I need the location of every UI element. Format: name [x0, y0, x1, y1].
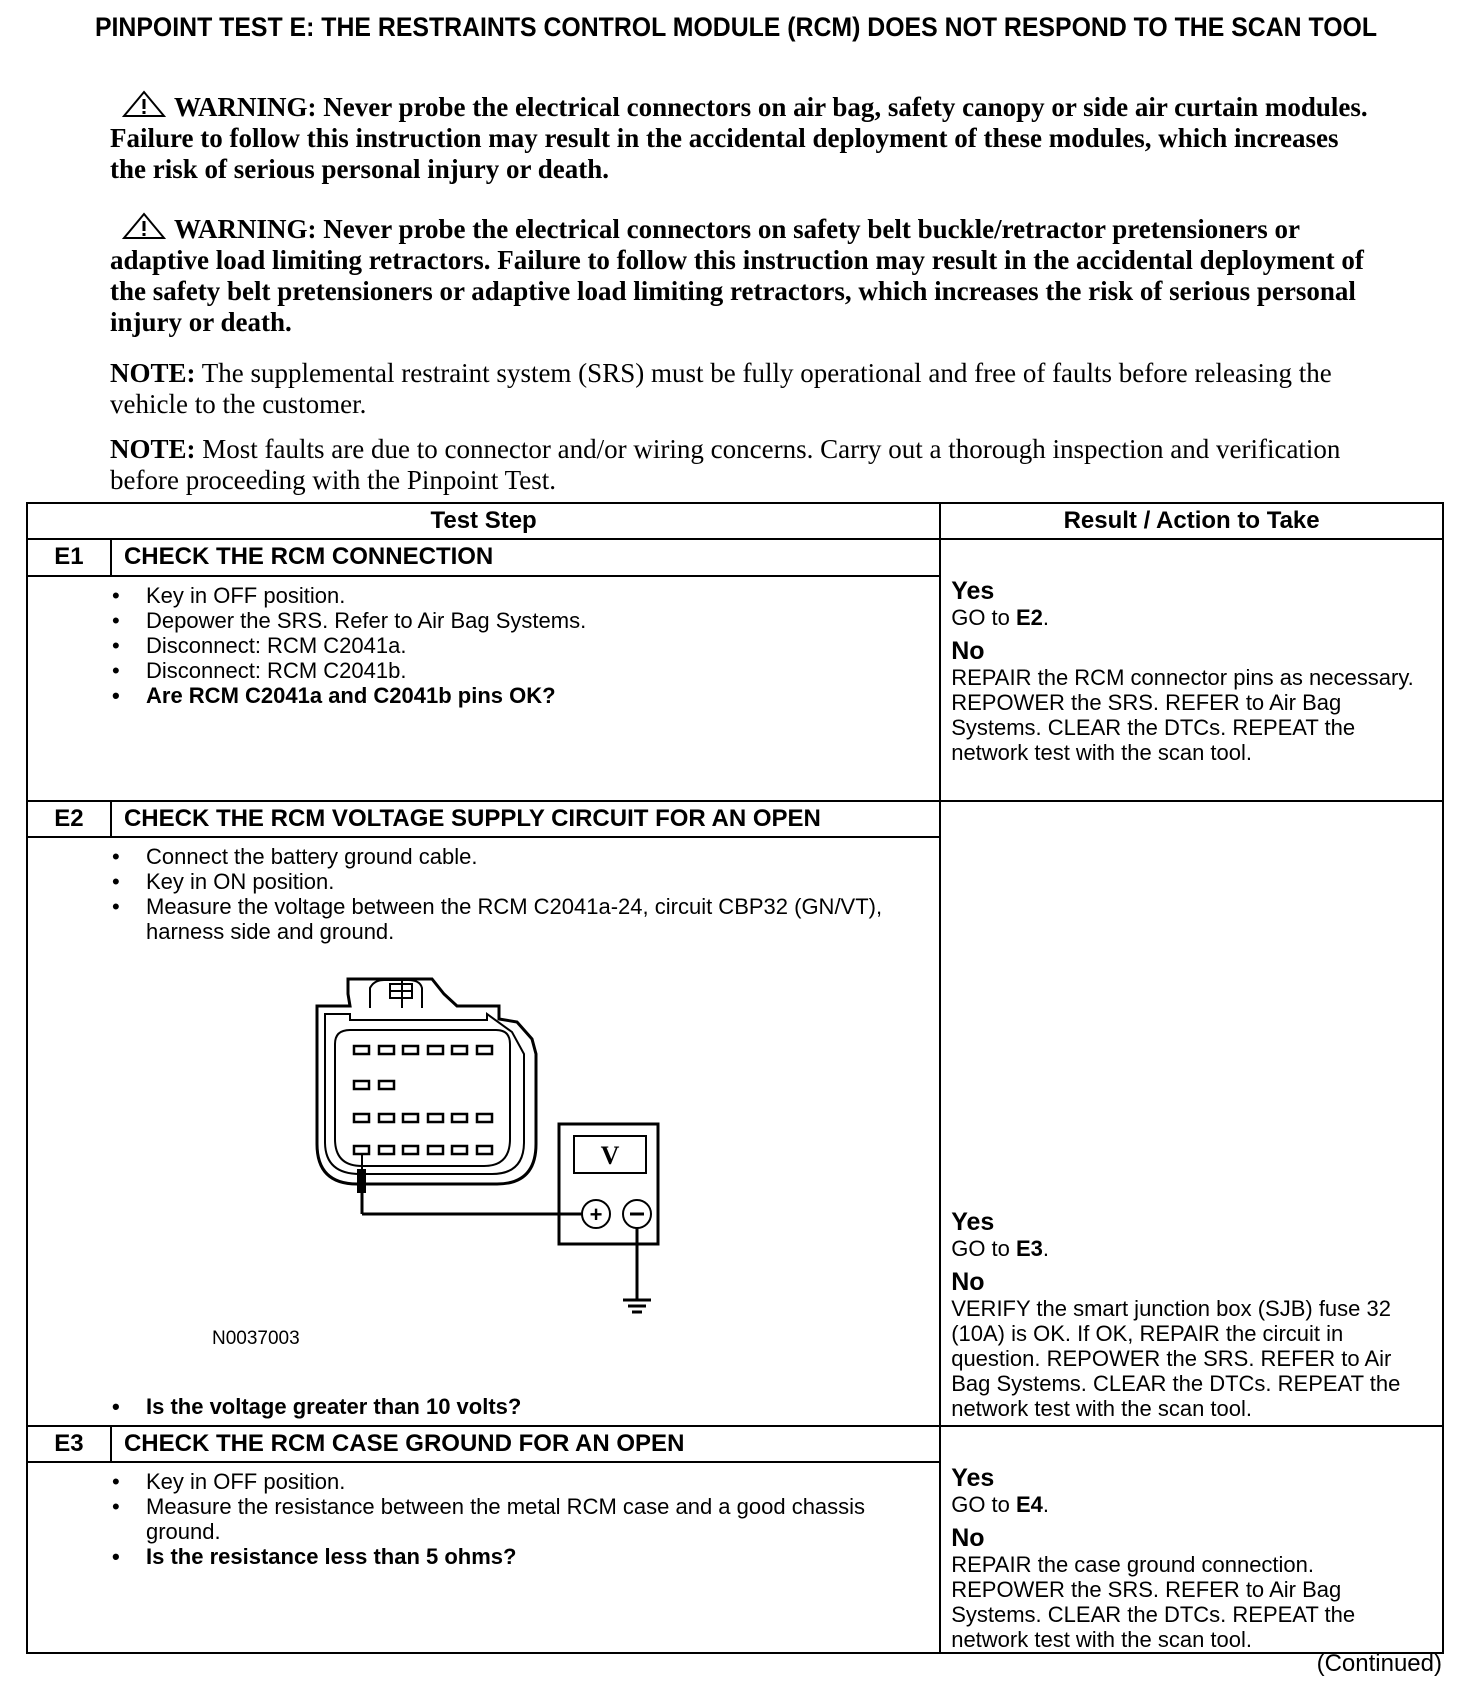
- yes-action: GO to E2.: [951, 605, 1050, 630]
- step-question: • Is the voltage greater than 10 volts?: [146, 1394, 931, 1419]
- bullet-item: • Key in ON position.: [146, 869, 931, 894]
- warning-1: [110, 90, 1370, 185]
- page-title: PINPOINT TEST E: THE RESTRAINTS CONTROL MODULE (RCM) DOES NOT RESPOND TO THE SCAN TOOL: [94, 12, 1378, 42]
- bullet-item: • Measure the resistance between the metal RCM case and a good chassis ground.: [146, 1494, 931, 1544]
- yes-action: GO to E4.: [951, 1492, 1050, 1517]
- header-test-step: Test Step: [27, 503, 940, 539]
- step-id: E2: [27, 801, 111, 837]
- step-result: [940, 539, 1443, 801]
- step-result: [940, 1426, 1443, 1653]
- note-1: [110, 358, 1370, 420]
- warning-text: Never probe the electrical connectors on safety belt buckle/retractor pretensioners or adaptive load limiting retractors. Failure to follow this instruction may result in the accidental deployment of the safety belt pretensioners or adaptive load limiting retractors, which increases the risk of serious personal injury or death.: [110, 214, 1364, 337]
- step-title-row: [27, 1426, 1443, 1462]
- table-header-row: [27, 503, 1443, 539]
- note-2: [110, 434, 1370, 496]
- connector-voltage-diagram: [92, 974, 692, 1394]
- yes-label: Yes: [951, 1208, 995, 1236]
- step-body: [27, 837, 940, 1426]
- step-result: [940, 801, 1443, 1426]
- header-result-action: Result / Action to Take: [940, 503, 1443, 539]
- warning-text: Never probe the electrical connectors on air bag, safety canopy or side air curtain modules. Failure to follow this instruction may result in the accidental deployment of these modules, which increases the risk of serious personal injury or death.: [110, 92, 1368, 184]
- yes-label: Yes: [951, 577, 995, 605]
- goto-link[interactable]: E4: [1016, 1492, 1043, 1517]
- goto-link[interactable]: E3: [1016, 1236, 1043, 1261]
- warning-label: WARNING:: [174, 214, 317, 244]
- warning-triangle-icon: [122, 90, 166, 118]
- note-label: NOTE:: [110, 358, 196, 388]
- no-label: No: [951, 1524, 985, 1552]
- figure-id: N0037003: [212, 1328, 300, 1349]
- bullet-item: • Disconnect: RCM C2041b.: [146, 658, 931, 683]
- no-action: REPAIR the RCM connector pins as necessary. REPOWER the SRS. REFER to Air Bag Systems. CLEAR the DTCs. REPEAT the network test with the scan tool.: [951, 665, 1414, 765]
- note-text: The supplemental restraint system (SRS) must be fully operational and free of faults before releasing the vehicle to the customer.: [110, 358, 1332, 419]
- step-id: E1: [27, 539, 111, 576]
- connector-shell: [317, 979, 536, 1184]
- step-question: • Are RCM C2041a and C2041b pins OK?: [146, 683, 931, 708]
- note-text: Most faults are due to connector and/or wiring concerns. Carry out a thorough inspection and verification before proceeding with the Pinpoint Test.: [110, 434, 1341, 495]
- no-action: REPAIR the case ground connection. REPOWER the SRS. REFER to Air Bag Systems. CLEAR the DTCs. REPEAT the network test with the scan tool.: [951, 1552, 1356, 1652]
- goto-link[interactable]: E2: [1016, 605, 1043, 630]
- no-label: No: [951, 1268, 985, 1296]
- step-title-row: [27, 539, 1443, 576]
- yes-action: GO to E3.: [951, 1236, 1050, 1261]
- plus-terminal: +: [589, 1202, 603, 1227]
- step-body: [27, 1462, 940, 1653]
- pin-cavities: [354, 1046, 492, 1154]
- step-body: [27, 576, 940, 801]
- bullet-item: • Key in OFF position.: [146, 1469, 931, 1494]
- bullet-item: • Key in OFF position.: [146, 583, 931, 608]
- bullet-item: • Disconnect: RCM C2041a.: [146, 633, 931, 658]
- no-label: No: [951, 637, 985, 665]
- note-label: NOTE:: [110, 434, 196, 464]
- step-id: E3: [27, 1426, 111, 1462]
- bullet-item: • Measure the voltage between the RCM C2041a-24, circuit CBP32 (GN/VT), harness side and ground.: [146, 894, 931, 944]
- bullet-item: • Depower the SRS. Refer to Air Bag Systems.: [146, 608, 931, 633]
- continued-label: (Continued): [1316, 1650, 1442, 1677]
- step-title: CHECK THE RCM VOLTAGE SUPPLY CIRCUIT FOR AN OPEN: [111, 801, 940, 837]
- warning-2: [110, 212, 1370, 338]
- meter-label: V: [600, 1141, 620, 1170]
- step-title: CHECK THE RCM CASE GROUND FOR AN OPEN: [111, 1426, 940, 1462]
- bullet-item: • Connect the battery ground cable.: [146, 844, 931, 869]
- step-question: • Is the resistance less than 5 ohms?: [146, 1544, 931, 1569]
- rcm-connector-diagram: [92, 974, 692, 1334]
- step-title: CHECK THE RCM CONNECTION: [111, 539, 940, 576]
- voltmeter-icon: [559, 1124, 658, 1244]
- ground-icon: [623, 1228, 651, 1312]
- yes-label: Yes: [951, 1464, 995, 1492]
- warning-label: WARNING:: [174, 92, 317, 122]
- probe-icon: [357, 1154, 366, 1214]
- pinpoint-test-table: [26, 502, 1444, 1654]
- warning-triangle-icon: [122, 212, 166, 240]
- step-title-row: [27, 801, 1443, 837]
- no-action: VERIFY the smart junction box (SJB) fuse 32 (10A) is OK. If OK, REPAIR the circuit in question. REPOWER the SRS. REFER to Air Bag Systems. CLEAR the DTCs. REPEAT the network test with the scan tool.: [951, 1296, 1401, 1421]
